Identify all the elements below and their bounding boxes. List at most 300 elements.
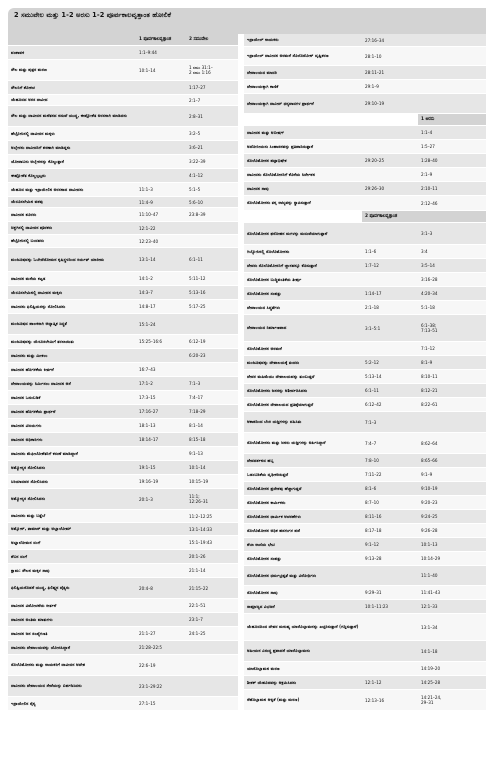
table-row: [8, 155, 238, 169]
row-label: ದಾವೀದನ ಮನೆಯ ಕಟ್ಟಡ: [11, 275, 46, 281]
row-ref-col1: 29:10–19: [365, 101, 385, 106]
row-ref-col2: [418, 80, 486, 93]
row-label: ಸೊಲೊಮೋನನ ದೇವಾಲಯದ ಪ್ರತಿಷ್ಠೆಯಾಗುತ್ತದೆ: [247, 401, 314, 407]
row-ref-col1: [136, 141, 186, 154]
row-label: ಗಿಬ್ಯೋನಿನಲ್ಲಿ ಸೊಲೊಮೋನನು: [247, 248, 290, 254]
row-ref-col2: [186, 655, 238, 675]
table-row: [244, 468, 486, 482]
row-ref-col2: 11:41–43: [421, 590, 441, 595]
row-label: ಇಸ್ರಾಯೇಲಿನ ಸೈನ್ಯ: [11, 700, 36, 706]
right-table-middle: [244, 126, 486, 211]
table-row: [244, 182, 486, 196]
row-ref-col1: 14:3–7: [139, 290, 153, 295]
row-label: ದೇವಾಲಯವನ್ನು ನಿರ್ಮಿಸಲು ದಾವೀದನ ಆಸೆ: [11, 380, 71, 386]
row-label: ಅಮ್ಮೋನ್ಯರ ಸೋಲಿಸಿದನು: [11, 496, 46, 502]
left-table-header: [8, 34, 238, 46]
row-ref-col2: 2:12–46: [421, 200, 438, 206]
table-row: [8, 95, 238, 106]
row-ref-col1: [362, 196, 418, 210]
row-ref-col2: [418, 66, 486, 79]
table-row: [244, 662, 486, 676]
row-ref-col2: 8:62–64: [421, 440, 438, 446]
row-ref-col1: [362, 140, 418, 153]
table-row: [244, 80, 486, 94]
row-ref-col2: 7:4–17: [189, 395, 203, 400]
row-ref-col2: 9:24–25: [421, 514, 438, 519]
table-row: [8, 489, 238, 510]
row-ref-col2: 1:17–27: [189, 85, 206, 90]
row-ref-col2: 1:5–27: [421, 144, 435, 149]
table-row: [8, 208, 238, 222]
row-ref-col1: 5:2–12: [365, 360, 379, 365]
row-ref-col2: 2:1–9: [421, 172, 433, 177]
table-row: [244, 538, 486, 552]
row-label: ಒಡಂಬಡಿಕೆಯ ದೃಢೀಕರಿಸುತ್ತದೆ: [247, 471, 289, 477]
row-ref-col2: [418, 34, 486, 46]
row-ref-col1: 12:1–12: [365, 680, 382, 685]
row-ref-col2: 21:15–22: [189, 585, 209, 591]
row-ref-col1: 28:11–21: [365, 70, 385, 75]
row-ref-col1: [136, 95, 186, 105]
row-ref-col1: 17:3–15: [139, 395, 156, 400]
row-ref-col1: 9:13–28: [365, 556, 382, 561]
row-label: ಯೆರೂಸಲೇಮಿನಲ್ಲಿ ದಾವೀದನ ಮಕ್ಕಳು: [11, 289, 63, 295]
table-row: [8, 599, 238, 613]
row-ref-col2: 8:1–9: [421, 360, 433, 365]
row-ref-col1: [136, 106, 186, 126]
table-row: [244, 524, 486, 538]
table-row: [8, 564, 238, 578]
row-label: ಸೊಲೊಮೋನನ ಅರಮನೆ: [247, 345, 282, 351]
row-ref-col1: 8:7–10: [365, 500, 379, 505]
row-ref-col2: [418, 412, 486, 432]
table-row: [244, 34, 486, 47]
row-label: ಮಂಜೂಷವನ್ನು ಯೆರೂಸಲೇಮಿಗೆ ತರಲಾಯಿತು: [11, 338, 74, 344]
row-label: ಯಾರೊಬ್ಬಾಮನ ಮರಣ: [247, 665, 280, 671]
row-ref-col1: 19:16–19: [139, 479, 159, 484]
row-label: ಸೌಲ ಮತ್ತು ದಾವೀದನ ಮನೆತನದ ನಡುವೆ ಯುದ್ಧ, ಈಷ್ಬೋಶೆತ ಅರಸನಾಗಿ ಮಾಡಿದನು: [11, 113, 127, 119]
row-label: ದಾವೀದನು ಮತ್ತು ಮೀಕಲು: [11, 352, 48, 358]
row-ref-col1: 10:1–11:23: [365, 604, 389, 609]
table-row: [244, 154, 486, 168]
row-ref-col1: 1:1–9:44: [139, 50, 157, 55]
row-ref-col2: 5:13–16: [189, 290, 206, 295]
row-ref-col1: 3:1–5:1: [365, 325, 381, 331]
row-label: ಅಮ್ಮೋನ್ಯರ ಸೋಲಿಸಿದನು: [11, 464, 46, 470]
header-blank: [244, 114, 362, 125]
row-ref-col2: 5:11–12: [189, 276, 206, 281]
row-label: ಸೊಲೊಮೋನನು ತನ್ನ ರಾಜ್ಯವನ್ನು ಸ್ಥಾಪಿಸುತ್ತಾನೆ: [247, 200, 311, 206]
row-ref-col1: 27:1–15: [139, 701, 156, 706]
table-row: [244, 433, 486, 454]
row-ref-col2: 3:16–28: [421, 277, 438, 282]
table-row: [244, 94, 486, 114]
table-row: [8, 314, 238, 335]
row-ref-col1: 9:29–31: [365, 590, 382, 595]
table-row: [8, 433, 238, 447]
row-ref-col1: 28:1–10: [365, 53, 382, 59]
row-ref-col2: 14:25–28: [421, 680, 441, 685]
row-ref-col2: 14:21–24, 29–31: [421, 695, 442, 705]
row-ref-col1: [362, 614, 418, 640]
row-label: ಶೆಬನ ದಂಗೆ: [11, 553, 28, 559]
header-1kings: 1 ಅರಸು: [421, 117, 435, 122]
row-label: ದಾವೀದನ ವಿಜಯಗಳು: [11, 422, 42, 428]
row-label: ಅದೋನೀಯನು ಸಿಂಹಾಸನವನ್ನು ಪ್ರತಿಪಾದಿಸುತ್ತಾನೆ: [247, 143, 314, 149]
row-ref-col2: [186, 676, 238, 696]
row-label: ದೇವಾಲಯದ ಮಾದರಿ: [247, 69, 277, 75]
row-ref-col2: 2:8–31: [189, 113, 203, 119]
row-ref-col1: 16:7–43: [139, 367, 156, 372]
table-row: [244, 223, 486, 245]
row-label: ಯೋವಾಬನು ಅಬ್ನೇರನನ್ನು ಕೊಲ್ಲುತ್ತಾನೆ: [11, 158, 64, 164]
row-ref-col2: 1 ಸಮು 31:1– 2 ಸಮು 1:16: [189, 65, 213, 75]
table-row: [244, 566, 486, 586]
header-blank: [8, 34, 136, 45]
row-ref-col1: 12:23–40: [139, 238, 159, 244]
row-ref-col2: 9:1–13: [189, 451, 203, 456]
row-ref-col2: 8:10–11: [421, 374, 438, 379]
row-ref-col1: 14:1–2: [139, 276, 153, 281]
row-ref-col2: [186, 235, 238, 247]
row-label: ದೇವರು ಸೊಲೊಮೋನನಿಗೆ ಜ್ಞಾನವನ್ನೂ ಕೊಡುತ್ತಾನೆ: [247, 262, 317, 268]
row-ref-col1: [362, 126, 418, 139]
table-row: [8, 127, 238, 141]
row-ref-col1: 11:10–47: [139, 212, 159, 217]
row-label: ದೇವಾಲಯದ ಸಿದ್ಧತೆಗಳು: [247, 304, 281, 310]
row-ref-col1: 22:6–19: [139, 662, 156, 668]
row-label: ಸೊಲೊಮೋನನ ಕಾರ್ಮಿಕರು: [247, 499, 286, 505]
row-ref-col2: 5:17–25: [189, 304, 206, 309]
row-ref-col1: 21:1–27: [139, 631, 156, 636]
row-ref-col1: 14:8–17: [139, 304, 156, 309]
row-ref-col1: 29:1–9: [365, 84, 379, 89]
row-ref-col2: 6:20–23: [189, 353, 206, 358]
row-ref-col1: 17:1–2: [139, 381, 153, 386]
row-label: ದಾವೀದನ ವಿಮೋಚನೆಯ ಕೀರ್ತನೆ: [11, 602, 57, 608]
table-row: [244, 600, 486, 614]
row-label: ಅಬ್ಷಾಲೋಮನ ದಂಗೆ: [11, 539, 41, 545]
row-ref-col2: [186, 697, 238, 710]
row-ref-col2: 6:1–38; 7:13–51: [421, 323, 438, 333]
row-ref-col1: 11:1–3: [139, 187, 153, 192]
row-ref-col1: 20:1–3: [139, 496, 153, 502]
row-ref-col1: 10:1–14: [139, 67, 156, 73]
row-ref-col1: 20:4–8: [139, 585, 153, 591]
table-row: [8, 697, 238, 711]
row-label: ದಾವೀದನ ಅಂತಿಮ ಮಾತುಗಳು: [11, 616, 53, 622]
header-blank-col1: [362, 114, 418, 125]
row-ref-col2: [186, 314, 238, 334]
row-label: ದಾವೀದನು ಮತ್ತು ಬತ್ಷೆಬೆ: [11, 513, 46, 519]
row-ref-col1: [136, 81, 186, 94]
table-row: [8, 627, 238, 641]
row-label: ಯೆಹೂದ ಮತ್ತು ಇಸ್ರಾಯೇಲಿನ ಅರಸನಾದ ದಾವೀದನು: [11, 186, 84, 192]
table-row: [8, 335, 238, 349]
row-ref-col2: 8:22–61: [421, 402, 438, 407]
table-row: [244, 126, 486, 140]
row-label: ದಾವೀದನ ಅಧಿಕಾರಿಗಳು: [11, 436, 43, 442]
table-row: [8, 300, 238, 314]
row-label: ಶೀಶಕ್ ಯೆಹೂದವನ್ನು ಆಕ್ರಮಿಸಿದನು: [247, 679, 297, 685]
row-ref-col2: 22:1–51: [189, 603, 206, 608]
row-ref-col1: 15:1–24: [139, 321, 156, 327]
row-ref-col1: 9:1–12: [365, 542, 379, 547]
row-ref-col2: 15:1–19:43: [189, 540, 213, 545]
row-label: ಸೊಲೊಮೋನನ ಸಂಪತ್ತು: [247, 290, 282, 296]
row-ref-col1: 18:1–13: [139, 423, 156, 428]
row-label: ಸಾಮ್ರಾಜ್ಯದ ವಿಭಜನೆ: [247, 603, 275, 609]
row-ref-col1: 12:1–22: [139, 225, 156, 231]
row-ref-col2: 10:15–19: [189, 479, 209, 484]
table-row: [244, 586, 486, 600]
row-label: ದೇವಾಲಯದ ನಿರ್ಮಾಣವಾದ: [247, 325, 287, 331]
table-row: [244, 412, 486, 433]
row-label: ಚಿಕ್ಲಗಿನಲ್ಲಿ ದಾವೀದನ ಪೂರಕರು: [11, 225, 53, 231]
row-label: ಸೊಲೊಮೋನನು ಮತ್ತು ನಾಯಕರಿಗೆ ದಾವೀದನ ಆದೇಶ: [11, 662, 86, 668]
row-ref-col2: 1:28–40: [421, 158, 438, 163]
row-ref-col2: 3:2–5: [189, 131, 201, 136]
row-ref-col1: 13:1–14: [139, 257, 156, 262]
table-row: [8, 81, 238, 95]
table-row: [8, 248, 238, 272]
table-row: [8, 578, 238, 599]
row-ref-col1: [362, 641, 418, 661]
row-label: ದೇವರ ಮಹಿಮೆಯು ದೇವಾಲಯವನ್ನು ತುಂಬುತ್ತದೆ: [247, 373, 315, 379]
row-ref-col1: 7:4–7: [365, 440, 377, 446]
row-ref-col1: [136, 510, 186, 522]
row-ref-col2: 14:19–20: [421, 666, 441, 671]
table-row: [244, 315, 486, 342]
row-ref-col2: [418, 94, 486, 113]
table-row: [8, 377, 238, 391]
row-ref-col1: [136, 523, 186, 535]
row-ref-col1: [362, 223, 418, 244]
row-ref-col2: 23:1–7: [189, 617, 203, 622]
row-ref-col1: 2:1–18: [365, 305, 379, 310]
row-label: ಮಂಜೂಷವನ್ನು ಓಬೇದೆದೋಮನ ಕೃಷಿಸ್ಥಳದಿಂದ ಕಿರ್ಯತ್ ಯಾರೀಮ: [11, 256, 105, 262]
table-row: [244, 552, 486, 566]
row-ref-col1: [362, 342, 418, 355]
table-row: [244, 301, 486, 315]
row-ref-col2: 11:1–40: [421, 573, 438, 578]
row-label: ಅಹೀಯನ ವಿರುದ್ಧ ಪ್ರವಾದನೆ ಯಾರೊಬ್ಬಾಮನು: [247, 648, 311, 654]
table-row: [8, 536, 238, 550]
row-ref-col1: [136, 447, 186, 460]
table-row: [8, 510, 238, 523]
row-label: ಈಷ್ಬೋಶೆತ ಕೊಲ್ಲಲ್ಪಟ್ಟನು: [11, 172, 46, 178]
row-ref-col2: 11:2–12:25: [189, 513, 213, 519]
row-label: ದಾವೀದನು ದೇವಾಲಯವನ್ನು ಯೋಜಿಸಿದ್ದಾನೆ: [11, 644, 71, 650]
row-ref-col1: 19:1–15: [139, 465, 156, 470]
table-row: [244, 66, 486, 80]
row-label: ಫಿಲಿಷ್ಟಿಯರೊಡನೆ ಯುದ್ಧ, ಫಿಲಿಷ್ಟ್ಯನ ದೈತ್ಯರು: [11, 585, 70, 591]
row-ref-col2: 7:1–12: [421, 346, 435, 351]
table-row: [8, 641, 238, 655]
row-ref-col2: 9:20–23: [421, 500, 438, 505]
row-ref-col1: [136, 550, 186, 563]
row-label: ಹೆಬ್ರೋನಿನಲ್ಲಿ ದಾವೀದನ ಮಕ್ಕಳು: [11, 130, 55, 136]
table-row: [8, 363, 238, 377]
table-row: [8, 235, 238, 248]
row-label: ಯೆರೂಸಲೇಮಿನ ವಶವು: [11, 199, 44, 205]
table-row: [244, 47, 486, 66]
row-ref-col1: 8:17–18: [365, 528, 382, 533]
row-label: ಆಕಾಶದಿಂದ ಬೆಂಕಿ ಯಜ್ಞಗಳನ್ನು ದಹಿಸಿತು: [247, 419, 302, 425]
table-row: [8, 461, 238, 475]
row-label: ಸೊಲೊಮೋನನ ಸಾವು: [247, 589, 278, 595]
table-row: [244, 482, 486, 496]
row-ref-col1: 12:13–16: [365, 697, 385, 703]
table-row: [8, 60, 238, 81]
table-row: [8, 447, 238, 461]
row-ref-col2: 24:1–25: [189, 631, 206, 636]
row-label: ಸೊಲೊಮೋನನ ಧರ್ಮಭ್ರಷ್ಟತೆ ಮತ್ತು ವಿರೋಧಿಗಳು: [247, 572, 317, 578]
table-row: [244, 384, 486, 398]
row-ref-col1: 8:1–6: [365, 486, 377, 491]
row-ref-col2: 2:1–7: [189, 97, 201, 103]
table-row: [244, 287, 486, 301]
row-ref-col2: 2:10–11: [421, 186, 438, 191]
row-label: ದಾವೀದನು ಸೊಲೊಮೋನನಿಗೆ ಕೊನೆಯ ನಿರ್ದೇಶನ: [247, 171, 316, 177]
row-ref-col1: 1:1–6: [365, 249, 377, 254]
header-1chronicles: 1 ಪೂರ್ವಕಾಲವೃತ್ತಾಂತ: [139, 37, 172, 42]
row-ref-col1: 7:8–10: [365, 458, 379, 463]
row-ref-col1: 11:4–9: [139, 199, 153, 205]
row-label: ಅಮ್ನೋನ್, ತಾಮಾರ್ ಮತ್ತು ಅಬ್ಷಾಲೋಮ್: [11, 526, 72, 532]
table-row: [8, 349, 238, 363]
row-ref-col1: 29:20–25: [365, 158, 385, 163]
row-ref-col2: 8:1–14: [189, 423, 203, 428]
table-row: [8, 405, 238, 419]
row-ref-col1: 29:26–30: [365, 186, 385, 191]
row-label: ದಾವೀದನ ಸಾವು: [247, 185, 269, 191]
page-title: 2 ಸಮುವೇಲ ಮತ್ತು 1-2 ಅರಸು 1-2 ಪೂರ್ವಕಾಲವೃತ್ತಾಂತ ಹೋಲಿಕೆ: [14, 11, 172, 19]
right-table-top: [244, 34, 486, 114]
row-ref-col2: 10:1–14: [189, 465, 206, 470]
row-ref-col1: [362, 566, 418, 585]
row-ref-col2: 4:20–34: [421, 291, 438, 296]
row-ref-col2: [186, 222, 238, 234]
table-row: [8, 183, 238, 197]
row-ref-col2: 3:6–21: [189, 145, 203, 150]
row-ref-col1: 27:16–34: [365, 37, 385, 43]
right-header-2chronicles: [244, 211, 486, 223]
right-header-1kings: [244, 114, 486, 126]
table-row: [244, 614, 486, 641]
row-ref-col1: 1:7–12: [365, 263, 379, 268]
row-label: ದಾವೀದನ ಮತ್ತು ಅಬೀಷಗ್: [247, 129, 285, 135]
row-ref-col2: 3:22–39: [189, 159, 206, 164]
table-row: [8, 272, 238, 286]
row-ref-col2: 3:4: [421, 249, 428, 254]
row-ref-col2: [186, 46, 238, 59]
row-ref-col1: 5:13–14: [365, 374, 382, 379]
table-row: [244, 510, 486, 524]
row-ref-col1: 6:1–11: [365, 388, 379, 393]
table-row: [244, 245, 486, 259]
left-column-table: [8, 34, 238, 711]
row-label: ಇಸ್ರಾಯೇಲ್ ದಾವೀದನ ಅರಮನೆ ಸೊಲೊಮೋನ್ ದೃಷ್ಟಿಕರಣ: [247, 53, 329, 59]
row-ref-col2: 10:14–29: [421, 556, 441, 561]
table-row: [8, 222, 238, 235]
row-label: ಸೊಲೊಮೋನನು ಜನರನ್ನು ಆಶೀರ್ವದಿಸಿದನು: [247, 387, 308, 393]
row-label: ಸೊಲೊಮೋನನ ಬುದ್ಧಿವಂತಿಕೆಯ ತೀರ್ಪು: [247, 276, 302, 282]
row-ref-col1: [136, 349, 186, 362]
row-ref-col2: [186, 641, 238, 654]
row-label: ವಂಶಾವಳಿ: [11, 49, 25, 55]
right-table-bottom: [244, 223, 486, 711]
row-label: ದಾವೀದನ ಒಡಂಬಡಿಕೆ: [11, 394, 41, 400]
table-row: [8, 655, 238, 676]
row-ref-col1: [136, 536, 186, 549]
row-ref-col1: [136, 564, 186, 577]
row-label: ದಾವೀದನ ಜನ ಸಂಖ್ಯೆಗಣತಿ: [11, 630, 48, 636]
row-label: ಕ್ಷಾಮ: ಸೌಲನ ಮಕ್ಕಳ ಸಾವು: [11, 567, 50, 573]
row-ref-col2: 20:1–26: [189, 554, 206, 559]
table-row: [8, 523, 238, 536]
row-label: ದೇವಾಲಯಕ್ಕಾಗಿ ದಾವೀದ್ ಧನ್ಯವಾದಗಳ ಪ್ರಾರ್ಥನೆ: [247, 100, 314, 106]
row-ref-col2: 11:1; 12:26–31: [189, 494, 209, 504]
table-row: [244, 356, 486, 370]
row-ref-col1: 18:14–17: [139, 437, 159, 442]
row-ref-col1: 1:14–17: [365, 291, 382, 296]
row-ref-col2: 10:1–13: [421, 542, 438, 547]
row-label: ದಾವೀದನು ದೇವಾಲಯದ ಸೇವೆಯನ್ನು ಏರ್ಪಡಿಸಿದನು: [11, 683, 82, 689]
row-ref-col2: 8:65–66: [421, 458, 438, 463]
table-row: [244, 370, 486, 384]
table-row: [244, 168, 486, 182]
row-ref-col2: 1:1–4: [421, 130, 433, 135]
row-ref-col2: 5:1–5: [189, 187, 201, 192]
table-row: [8, 419, 238, 433]
row-ref-col1: [362, 168, 418, 181]
table-row: [8, 391, 238, 405]
table-row: [8, 676, 238, 697]
row-ref-col2: 12:1–33: [421, 604, 438, 609]
row-label: ಸೊಲೊಮೋನನು ಮತ್ತು ಜನರು ಯಜ್ಞಗಳನ್ನು ಅರ್ಪಿಸಿದ್ದಾರೆ: [247, 440, 326, 446]
row-label: ದೇವಾಲಯಕ್ಕಾಗಿ ಕಾಣಿಕೆ: [247, 83, 279, 89]
row-ref-col2: 13:1–14:33: [189, 526, 213, 532]
row-label: ಅಬ್ನೇರನು ದಾವೀದನಿಗೆ ಶರಣಾಗಿ ಮಾಡಿದ್ದನು: [11, 144, 71, 150]
row-ref-col2: 7:18–29: [189, 409, 206, 414]
table-row: [244, 690, 486, 711]
row-ref-col2: [418, 47, 486, 65]
row-label: ಸೌಲನಿಗೆ ಶೋಕಚ: [11, 84, 35, 90]
table-row: [8, 613, 238, 627]
table-row: [8, 286, 238, 300]
row-ref-col2: 5:6–10: [189, 199, 203, 205]
row-label: ದಾವೀದನ ಹೊಗಳಿಕೆಯ ಪ್ರಾರ್ಥನೆ: [11, 408, 56, 414]
right-column-table: [244, 34, 486, 711]
row-ref-col1: 7:11–22: [365, 472, 382, 477]
row-ref-col2: 6:12–19: [189, 339, 206, 344]
row-label: ಸೌಲ ಮತ್ತು ಪುತ್ರರ ಮರಣ: [11, 67, 47, 73]
row-label: ರೆಹೊಬ್ಬಾಮನ ಆಳ್ವಿಕೆ (ಮತ್ತು ಮರಣ): [247, 697, 300, 703]
row-ref-col1: [136, 155, 186, 168]
row-ref-col2: 4:1–12: [189, 173, 203, 178]
row-label: ಹೆಬ್ರೋನಿನಲ್ಲಿ ಬಂದವರು: [11, 238, 45, 244]
row-ref-col2: 7:1–3: [189, 381, 201, 386]
row-label: ಮಂಜೂಷವನ್ನು ದೇವಾಲಯಕ್ಕೆ ತಂದರು: [247, 359, 300, 365]
table-row: [8, 106, 238, 127]
table-row: [8, 475, 238, 489]
row-ref-col2: 6:1–11: [189, 257, 203, 262]
row-label: ಸೊಲೊಮೋನನ ಧಾರ್ಮಿಕ ಆಚರಣೆಗಳು: [247, 513, 301, 519]
row-ref-col2: 9:26–28: [421, 528, 438, 533]
row-ref-col1: [136, 599, 186, 612]
row-ref-col1: 6:12–42: [365, 402, 382, 407]
